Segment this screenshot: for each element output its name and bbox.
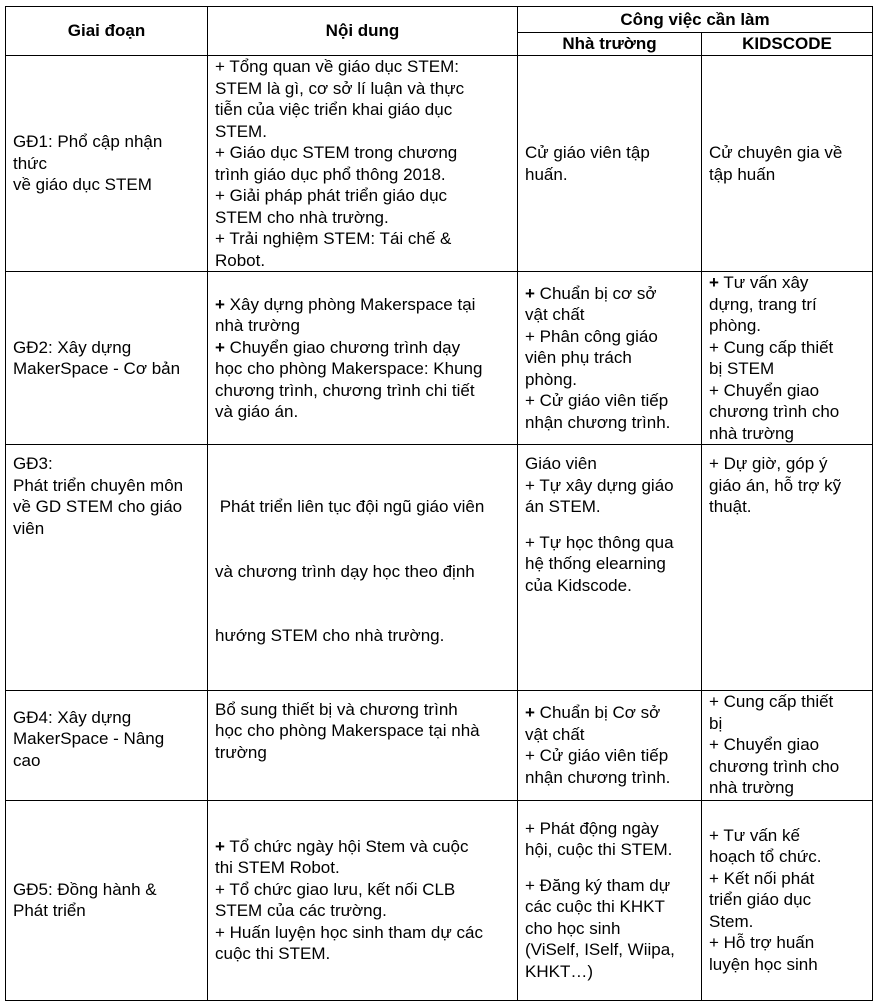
cell-line: chương trình cho: [709, 402, 840, 421]
cell-line: án STEM.: [525, 497, 601, 516]
school-cell: [518, 56, 702, 272]
cell-line: GĐ5: Đồng hành &: [13, 879, 157, 899]
table-row: [6, 272, 873, 445]
cell-line: (ViSelf, ISelf, Wiipa,: [525, 940, 675, 960]
stage-cell: [6, 56, 208, 272]
cell-line: vật chất: [525, 305, 585, 325]
cell-line: + Tổng quan về giáo dục STEM:: [215, 57, 459, 76]
cell-line: chương trình, chương trình chi tiết: [215, 380, 475, 400]
cell-line: [525, 283, 694, 305]
cell-line: [215, 294, 510, 316]
cell-line: phòng.: [709, 316, 761, 335]
cell-text: Chuyển giao chương trình dạy: [229, 337, 461, 357]
cell-line: GĐ1: Phổ cập nhận: [13, 132, 163, 152]
cell-text: Xây dựng phòng Makerspace tại: [229, 294, 476, 314]
cell-line: cao: [13, 750, 41, 770]
content-cell: [208, 445, 518, 691]
cell-line: STEM là gì, cơ sở lí luận và thực: [215, 78, 465, 98]
cell-line: Cử giáo viên tập: [525, 143, 650, 162]
cell-line: + Chuyển giao: [709, 735, 820, 755]
stage-cell: [6, 800, 208, 1000]
cell-line: viên: [13, 518, 45, 538]
cell-line: chương trình cho: [709, 756, 840, 776]
school-cell: [518, 445, 702, 691]
content-cell: [208, 800, 518, 1000]
cell-line: hội, cuộc thi STEM.: [525, 840, 673, 860]
content-cell: [208, 56, 518, 272]
table-row: [6, 800, 873, 1000]
content-cell: [208, 690, 518, 800]
cell-line: hệ thống elearning: [525, 554, 666, 573]
table-row: [6, 445, 873, 691]
school-cell: [518, 800, 702, 1000]
cell-line: Robot.: [215, 250, 266, 270]
cell-line: tiễn của việc triển khai giáo dục: [215, 100, 453, 119]
cell-line: về giáo dục STEM: [13, 175, 152, 195]
cell-line: nhận chương trình.: [525, 412, 671, 432]
spacer: [525, 861, 694, 875]
cell-line: học cho phòng Makerspace tại nhà: [215, 721, 480, 740]
school-cell: [518, 690, 702, 800]
cell-line: cuộc thi STEM.: [215, 944, 331, 963]
stem-plan-table: [5, 6, 873, 1001]
table-row: [6, 690, 873, 800]
plus-marker: +: [215, 294, 225, 314]
stage-cell: [6, 272, 208, 445]
cell-line: dựng, trang trí: [709, 294, 817, 314]
cell-line: + Cử giáo viên tiếp: [525, 746, 669, 765]
table-container: [5, 6, 873, 1001]
kidscode-cell: [702, 690, 873, 800]
header-school: Nhà trường: [518, 33, 702, 56]
cell-line: + Đăng ký tham dự: [525, 875, 671, 895]
cell-line: nhà trường: [709, 423, 794, 443]
cell-line: hoạch tổ chức.: [709, 847, 822, 867]
cell-line: STEM.: [215, 121, 267, 141]
cell-line: thuật.: [709, 497, 752, 516]
cell-line: Phát triển liên tục đội ngũ giáo viên: [215, 497, 485, 516]
header-kidscode: KIDSCODE: [702, 33, 873, 56]
kidscode-cell: [702, 800, 873, 1000]
cell-text: Tổ chức ngày hội Stem và cuộc: [229, 836, 469, 856]
header-content: Nội dung: [208, 7, 518, 56]
cell-line: trình giáo dục phổ thông 2018.: [215, 164, 446, 184]
cell-line: Bổ sung thiết bị và chương trình: [215, 699, 458, 719]
cell-line: + Phát động ngày: [525, 818, 659, 838]
cell-line: + Tự học thông qua: [525, 532, 674, 552]
cell-line: + Giải pháp phát triển giáo dục: [215, 186, 448, 205]
cell-line: tập huấn: [709, 164, 776, 184]
cell-line: Cử chuyên gia về: [709, 143, 843, 162]
cell-line: và giáo án.: [215, 402, 299, 421]
cell-line: cho học sinh: [525, 918, 621, 938]
kidscode-cell: [702, 445, 873, 691]
cell-line: + Hỗ trợ huấn: [709, 933, 815, 953]
cell-line: [709, 272, 865, 294]
cell-line: + Tổ chức giao lưu, kết nối CLB: [215, 879, 456, 899]
cell-line: MakerSpace - Cơ bản: [13, 359, 181, 378]
cell-line: trường: [215, 742, 267, 762]
kidscode-cell: [702, 56, 873, 272]
school-cell: [518, 272, 702, 445]
cell-line: STEM cho nhà trường.: [215, 207, 389, 227]
cell-line: Giáo viên: [525, 454, 597, 473]
cell-line: vật chất: [525, 724, 585, 744]
cell-line: + Chuyển giao: [709, 380, 820, 400]
cell-line: GĐ4: Xây dựng: [13, 707, 132, 727]
cell-line: và chương trình dạy học theo định: [215, 561, 475, 581]
cell-line: thi STEM Robot.: [215, 858, 340, 877]
cell-line: + Tự xây dựng giáo: [525, 475, 674, 495]
cell-line: các cuộc thi KHKT: [525, 897, 665, 917]
cell-text: Tư vấn xây: [723, 273, 809, 292]
stage-cell: [6, 690, 208, 800]
cell-line: + Phân công giáo: [525, 326, 658, 346]
cell-line: nhà trường: [215, 316, 300, 335]
cell-line: Stem.: [709, 911, 754, 931]
cell-line: về GD STEM cho giáo: [13, 497, 183, 516]
cell-line: học cho phòng Makerspace: Khung: [215, 359, 483, 378]
cell-line: nhà trường: [709, 778, 794, 798]
cell-line: MakerSpace - Nâng: [13, 729, 165, 748]
cell-line: bị: [709, 713, 723, 733]
cell-line: nhận chương trình.: [525, 767, 671, 787]
table-row: [6, 56, 873, 272]
cell-line: thức: [13, 153, 48, 173]
cell-line: KHKT…): [525, 961, 593, 981]
header-row-1: [6, 7, 873, 33]
header-stage: Giai đoạn: [6, 7, 208, 56]
cell-line: + Huấn luyện học sinh tham dự các: [215, 922, 483, 942]
cell-line: Phát triển: [13, 901, 86, 920]
cell-line: [525, 702, 694, 724]
cell-line: + Cung cấp thiết: [709, 337, 834, 357]
cell-line: bị STEM: [709, 359, 775, 378]
cell-line: triển giáo dục: [709, 890, 812, 910]
cell-line: + Cung cấp thiết: [709, 692, 834, 712]
cell-line: [215, 836, 510, 858]
cell-line: + Tư vấn kế: [709, 825, 800, 845]
plus-marker: +: [525, 703, 535, 722]
plus-marker: +: [215, 836, 225, 856]
stage-cell: [6, 445, 208, 691]
cell-line: GĐ2: Xây dựng: [13, 337, 132, 357]
cell-line: giáo án, hỗ trợ kỹ: [709, 475, 842, 495]
plus-marker: +: [525, 283, 535, 303]
cell-line: phòng.: [525, 369, 577, 389]
cell-line: STEM của các trường.: [215, 901, 387, 920]
plus-marker: +: [709, 273, 719, 292]
plus-marker: +: [215, 337, 225, 357]
cell-line: Phát triển chuyên môn: [13, 475, 184, 495]
cell-line: hướng STEM cho nhà trường.: [215, 626, 445, 645]
cell-line: GĐ3:: [13, 454, 53, 473]
kidscode-cell: [702, 272, 873, 445]
cell-line: luyện học sinh: [709, 954, 818, 974]
cell-line: + Giáo dục STEM trong chương: [215, 143, 458, 162]
header-tasks: Công việc cần làm: [518, 7, 873, 33]
cell-line: [215, 337, 510, 359]
cell-text: Chuẩn bị Cơ sở: [539, 703, 661, 722]
cell-line: + Trải nghiệm STEM: Tái chế &: [215, 229, 452, 248]
cell-text: Chuẩn bị cơ sở: [539, 283, 657, 303]
content-cell: [208, 272, 518, 445]
cell-line: viên phụ trách: [525, 348, 632, 368]
cell-line: + Kết nối phát: [709, 868, 815, 888]
cell-line: của Kidscode.: [525, 575, 632, 595]
cell-line: huấn.: [525, 164, 568, 184]
cell-line: + Cử giáo viên tiếp: [525, 391, 669, 411]
spacer: [525, 518, 694, 532]
cell-line: + Dự giờ, góp ý: [709, 454, 828, 473]
